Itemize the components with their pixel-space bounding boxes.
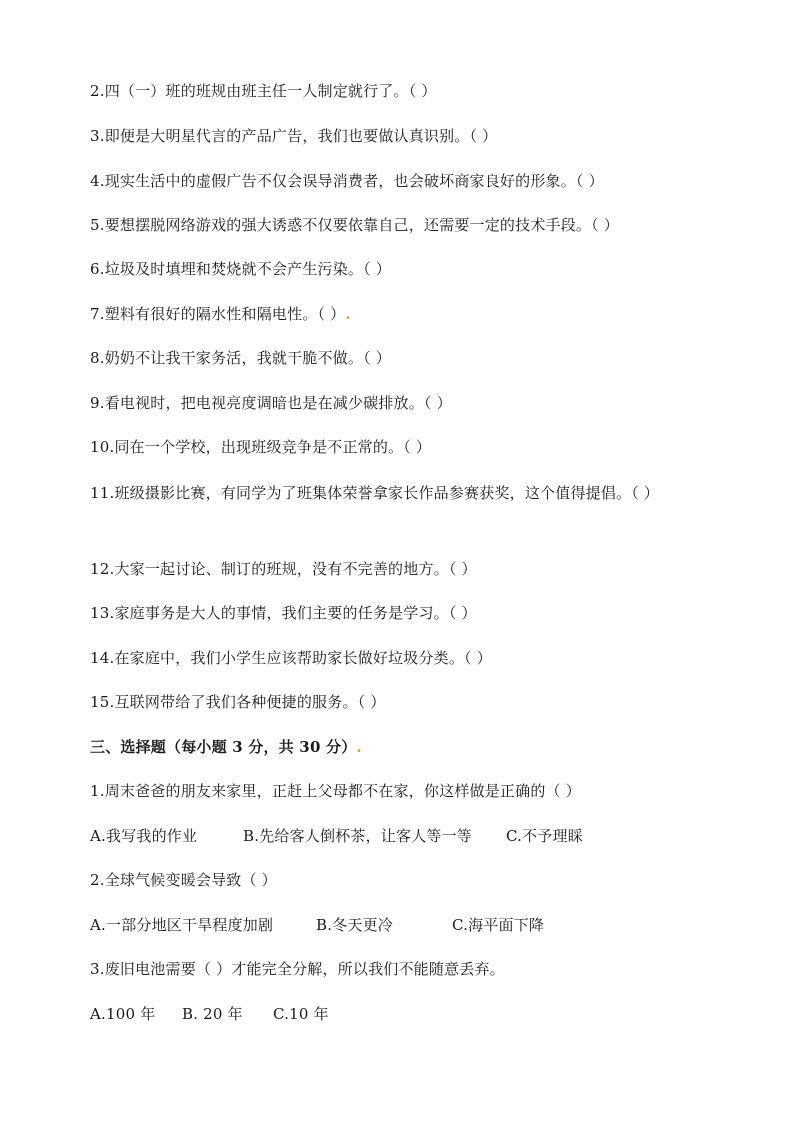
mc-question-2: 2.全球气候变暖会导致（ ） xyxy=(90,871,277,889)
tf-question-13: 13.家庭事务是大人的事情，我们主要的任务是学习。（ ） xyxy=(90,604,477,622)
stray-dot-mark: . xyxy=(356,738,362,756)
section-3-heading-text: 三、选择题（每小题 3 分，共 30 分） xyxy=(90,738,357,756)
tf-question-8: 8.奶奶不让我干家务活，我就干脆不做。（ ） xyxy=(90,349,391,367)
tf-question-12: 12.大家一起讨论、制订的班规，没有不完善的地方。（ ） xyxy=(90,560,477,578)
mc-option: C.不予理睬 xyxy=(506,827,583,845)
mc-question-3: 3.废旧电池需要（ ）才能完全分解，所以我们不能随意丢弃。 xyxy=(90,960,505,978)
tf-question-15: 15.互联网带给了我们各种便捷的服务。（ ） xyxy=(90,693,386,711)
mc-option: B. 20 年 xyxy=(182,1005,243,1023)
mc-option: B.先给客人倒杯茶，让客人等一等 xyxy=(243,827,472,845)
tf-question-10: 10.同在一个学校，出现班级竞争是不正常的。（ ） xyxy=(90,438,432,456)
mc-option: A.我写我的作业 xyxy=(90,827,198,845)
tf-question-7 xyxy=(90,304,720,324)
stray-dot-mark: . xyxy=(345,305,351,323)
tf-question-9: 9.看电视时，把电视亮度调暗也是在减少碳排放。（ ） xyxy=(90,394,452,412)
section-3-heading xyxy=(90,737,720,757)
mc-question-1: 1.周末爸爸的朋友来家里，正赶上父母都不在家，你这样做是正确的（ ） xyxy=(90,782,581,800)
tf-question-11: 11.班级摄影比赛，有同学为了班集体荣誉拿家长作品参赛获奖，这个值得提倡。（ ） xyxy=(90,484,660,502)
tf-question-14: 14.在家庭中，我们小学生应该帮助家长做好垃圾分类。（ ） xyxy=(90,649,492,667)
tf-question-7-text: 7.塑料有很好的隔水性和隔电性。（ ） xyxy=(90,305,346,323)
tf-question-4: 4.现实生活中的虚假广告不仅会误导消费者，也会破坏商家良好的形象。（ ） xyxy=(90,172,604,190)
mc-option: C.10 年 xyxy=(273,1005,329,1023)
tf-question-3: 3.即便是大明星代言的产品广告，我们也要做认真识别。（ ） xyxy=(90,127,498,145)
tf-question-6: 6.垃圾及时填埋和焚烧就不会产生污染。（ ） xyxy=(90,260,391,278)
tf-question-2: 2.四（一）班的班规由班主任一人制定就行了。（ ） xyxy=(90,82,437,100)
mc-option: A.一部分地区干旱程度加剧 xyxy=(90,916,274,934)
mc-option: C.海平面下降 xyxy=(452,916,545,934)
mc-option: B.冬天更冷 xyxy=(316,916,393,934)
tf-question-5: 5.要想摆脱网络游戏的强大诱惑不仅要依靠自己，还需要一定的技术手段。（ ） xyxy=(90,216,619,234)
mc-option: A.100 年 xyxy=(90,1005,156,1023)
